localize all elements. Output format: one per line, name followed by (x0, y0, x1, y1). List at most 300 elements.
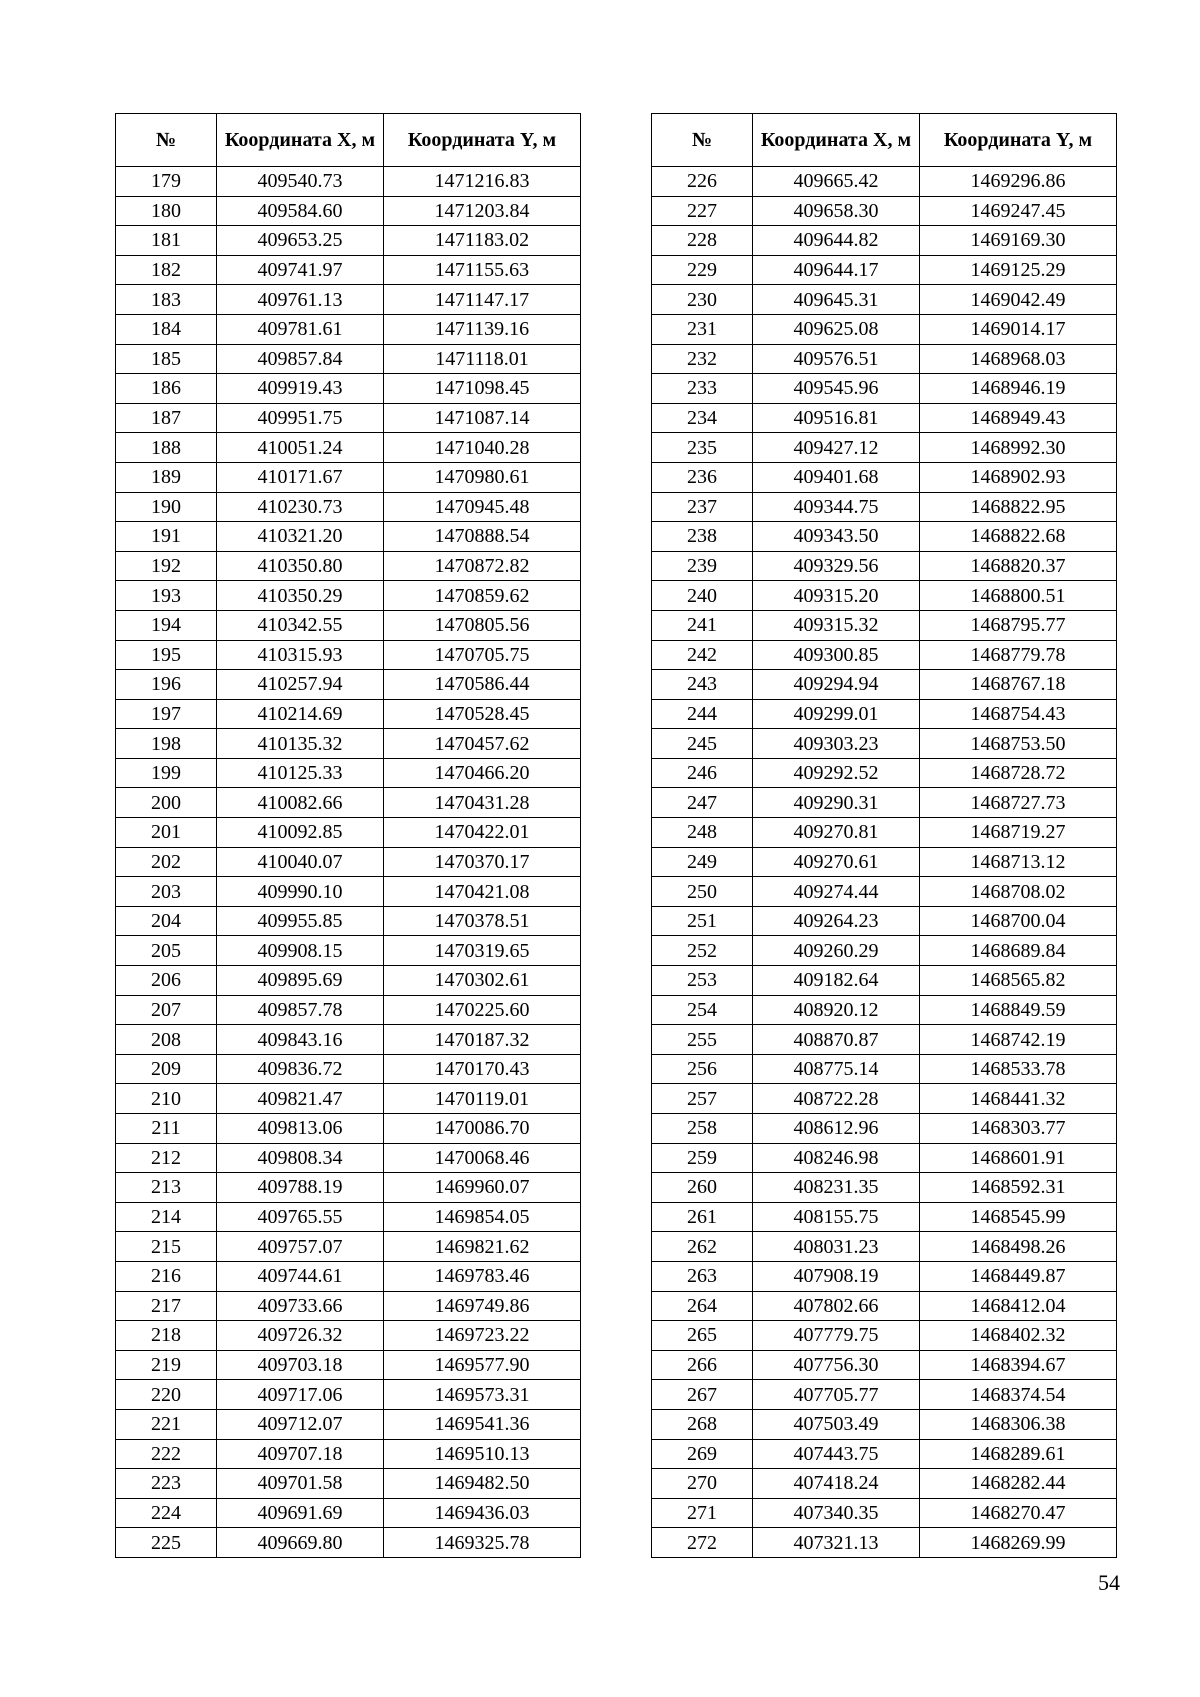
column-header-number: № (652, 114, 753, 167)
cell-coordinate-x: 408775.14 (753, 1054, 920, 1084)
table-row (116, 522, 581, 552)
cell-point-number: 179 (116, 167, 217, 197)
cell-coordinate-x: 410092.85 (217, 818, 384, 848)
cell-coordinate-y: 1468282.44 (920, 1469, 1117, 1499)
table-row (116, 1528, 581, 1558)
cell-point-number: 243 (652, 670, 753, 700)
table-row (652, 936, 1117, 966)
cell-coordinate-x: 409343.50 (753, 522, 920, 552)
table-row (652, 1321, 1117, 1351)
cell-coordinate-y: 1470859.62 (384, 581, 581, 611)
cell-coordinate-x: 409665.42 (753, 167, 920, 197)
column-header-number: № (116, 114, 217, 167)
cell-point-number: 245 (652, 729, 753, 759)
cell-coordinate-x: 407756.30 (753, 1350, 920, 1380)
table-row (116, 1232, 581, 1262)
cell-point-number: 211 (116, 1114, 217, 1144)
table-row (652, 758, 1117, 788)
table-body-left (116, 167, 581, 1558)
cell-coordinate-y: 1469296.86 (920, 167, 1117, 197)
table-row (116, 255, 581, 285)
cell-coordinate-y: 1471216.83 (384, 167, 581, 197)
cell-coordinate-x: 408722.28 (753, 1084, 920, 1114)
table-row (652, 1173, 1117, 1203)
cell-coordinate-x: 408920.12 (753, 995, 920, 1025)
cell-coordinate-y: 1468269.99 (920, 1528, 1117, 1558)
cell-point-number: 182 (116, 255, 217, 285)
cell-coordinate-y: 1468533.78 (920, 1054, 1117, 1084)
cell-coordinate-y: 1470086.70 (384, 1114, 581, 1144)
cell-point-number: 238 (652, 522, 753, 552)
cell-coordinate-y: 1468689.84 (920, 936, 1117, 966)
cell-coordinate-x: 409691.69 (217, 1498, 384, 1528)
cell-coordinate-y: 1468727.73 (920, 788, 1117, 818)
cell-coordinate-y: 1469014.17 (920, 314, 1117, 344)
cell-coordinate-y: 1468754.43 (920, 699, 1117, 729)
cell-point-number: 257 (652, 1084, 753, 1114)
table-row (116, 729, 581, 759)
table-row (116, 226, 581, 256)
cell-coordinate-y: 1471040.28 (384, 433, 581, 463)
cell-coordinate-y: 1470225.60 (384, 995, 581, 1025)
cell-point-number: 234 (652, 403, 753, 433)
cell-coordinate-x: 408231.35 (753, 1173, 920, 1203)
cell-coordinate-x: 410040.07 (217, 847, 384, 877)
cell-coordinate-x: 409990.10 (217, 877, 384, 907)
cell-coordinate-y: 1469125.29 (920, 255, 1117, 285)
cell-point-number: 230 (652, 285, 753, 315)
cell-point-number: 201 (116, 818, 217, 848)
cell-point-number: 226 (652, 167, 753, 197)
table-row (652, 610, 1117, 640)
cell-coordinate-x: 409290.31 (753, 788, 920, 818)
table-row (116, 1202, 581, 1232)
cell-coordinate-x: 408031.23 (753, 1232, 920, 1262)
table-row (116, 847, 581, 877)
table-row (652, 995, 1117, 1025)
cell-coordinate-x: 409821.47 (217, 1084, 384, 1114)
cell-point-number: 239 (652, 551, 753, 581)
table-row (652, 433, 1117, 463)
cell-coordinate-y: 1470378.51 (384, 906, 581, 936)
cell-point-number: 205 (116, 936, 217, 966)
table-row (652, 255, 1117, 285)
table-row (652, 581, 1117, 611)
cell-point-number: 241 (652, 610, 753, 640)
cell-coordinate-x: 409653.25 (217, 226, 384, 256)
cell-coordinate-x: 410257.94 (217, 670, 384, 700)
cell-point-number: 262 (652, 1232, 753, 1262)
cell-coordinate-y: 1470170.43 (384, 1054, 581, 1084)
cell-coordinate-y: 1468374.54 (920, 1380, 1117, 1410)
cell-point-number: 254 (652, 995, 753, 1025)
cell-point-number: 180 (116, 196, 217, 226)
cell-coordinate-y: 1468713.12 (920, 847, 1117, 877)
table-row (652, 1054, 1117, 1084)
table-row (652, 1469, 1117, 1499)
cell-point-number: 227 (652, 196, 753, 226)
table-row (116, 1025, 581, 1055)
cell-point-number: 207 (116, 995, 217, 1025)
table-row (116, 640, 581, 670)
cell-point-number: 264 (652, 1291, 753, 1321)
cell-coordinate-y: 1468498.26 (920, 1232, 1117, 1262)
cell-coordinate-x: 407705.77 (753, 1380, 920, 1410)
cell-coordinate-y: 1468412.04 (920, 1291, 1117, 1321)
cell-coordinate-x: 409741.97 (217, 255, 384, 285)
cell-coordinate-y: 1468779.78 (920, 640, 1117, 670)
cell-coordinate-y: 1469169.30 (920, 226, 1117, 256)
cell-coordinate-x: 409344.75 (753, 492, 920, 522)
cell-point-number: 204 (116, 906, 217, 936)
cell-coordinate-x: 409703.18 (217, 1350, 384, 1380)
cell-coordinate-x: 409545.96 (753, 374, 920, 404)
cell-point-number: 190 (116, 492, 217, 522)
cell-coordinate-y: 1469482.50 (384, 1469, 581, 1499)
table-row (652, 1380, 1117, 1410)
cell-point-number: 267 (652, 1380, 753, 1410)
table-row (116, 1380, 581, 1410)
cell-point-number: 271 (652, 1498, 753, 1528)
cell-coordinate-y: 1470187.32 (384, 1025, 581, 1055)
cell-coordinate-x: 409733.66 (217, 1291, 384, 1321)
table-row (652, 167, 1117, 197)
cell-point-number: 196 (116, 670, 217, 700)
table-row (116, 966, 581, 996)
table-row (116, 758, 581, 788)
table-row (116, 1291, 581, 1321)
cell-coordinate-y: 1468728.72 (920, 758, 1117, 788)
cell-point-number: 198 (116, 729, 217, 759)
coordinates-table-left (115, 113, 581, 1558)
cell-coordinate-y: 1468800.51 (920, 581, 1117, 611)
cell-coordinate-x: 409808.34 (217, 1143, 384, 1173)
cell-coordinate-x: 409644.17 (753, 255, 920, 285)
cell-coordinate-y: 1469749.86 (384, 1291, 581, 1321)
cell-point-number: 184 (116, 314, 217, 344)
table-row (652, 966, 1117, 996)
cell-point-number: 265 (652, 1321, 753, 1351)
table-row (116, 995, 581, 1025)
cell-point-number: 194 (116, 610, 217, 640)
cell-point-number: 181 (116, 226, 217, 256)
table-row (116, 462, 581, 492)
cell-point-number: 231 (652, 314, 753, 344)
cell-point-number: 208 (116, 1025, 217, 1055)
table-row (116, 670, 581, 700)
cell-point-number: 221 (116, 1409, 217, 1439)
table-row (652, 1291, 1117, 1321)
cell-point-number: 224 (116, 1498, 217, 1528)
cell-coordinate-y: 1468270.47 (920, 1498, 1117, 1528)
table-row (116, 1439, 581, 1469)
cell-point-number: 260 (652, 1173, 753, 1203)
table-row (652, 906, 1117, 936)
table-row (116, 1321, 581, 1351)
cell-coordinate-x: 409707.18 (217, 1439, 384, 1469)
cell-point-number: 195 (116, 640, 217, 670)
cell-point-number: 203 (116, 877, 217, 907)
cell-point-number: 213 (116, 1173, 217, 1203)
cell-coordinate-x: 410214.69 (217, 699, 384, 729)
table-row (116, 1498, 581, 1528)
table-row (652, 1409, 1117, 1439)
cell-coordinate-y: 1468820.37 (920, 551, 1117, 581)
cell-coordinate-x: 409857.84 (217, 344, 384, 374)
cell-coordinate-x: 410315.93 (217, 640, 384, 670)
cell-coordinate-y: 1468303.77 (920, 1114, 1117, 1144)
cell-coordinate-x: 409895.69 (217, 966, 384, 996)
table-row (116, 314, 581, 344)
cell-coordinate-y: 1469573.31 (384, 1380, 581, 1410)
table-row (116, 1054, 581, 1084)
cell-coordinate-x: 409182.64 (753, 966, 920, 996)
cell-coordinate-x: 407443.75 (753, 1439, 920, 1469)
cell-coordinate-x: 409625.08 (753, 314, 920, 344)
column-header-x: Координата Х, м (753, 114, 920, 167)
cell-coordinate-x: 409717.06 (217, 1380, 384, 1410)
table-row (116, 1350, 581, 1380)
table-row (116, 877, 581, 907)
table-row (652, 522, 1117, 552)
table-row (116, 344, 581, 374)
cell-point-number: 240 (652, 581, 753, 611)
cell-point-number: 263 (652, 1261, 753, 1291)
cell-coordinate-x: 407503.49 (753, 1409, 920, 1439)
cell-coordinate-x: 407802.66 (753, 1291, 920, 1321)
table-row (652, 226, 1117, 256)
cell-coordinate-y: 1469577.90 (384, 1350, 581, 1380)
cell-coordinate-x: 409516.81 (753, 403, 920, 433)
cell-coordinate-x: 409315.32 (753, 610, 920, 640)
cell-coordinate-x: 410125.33 (217, 758, 384, 788)
cell-point-number: 250 (652, 877, 753, 907)
table-row (116, 1143, 581, 1173)
cell-coordinate-y: 1469960.07 (384, 1173, 581, 1203)
cell-point-number: 270 (652, 1469, 753, 1499)
cell-coordinate-x: 410321.20 (217, 522, 384, 552)
table-row (652, 462, 1117, 492)
cell-coordinate-y: 1469325.78 (384, 1528, 581, 1558)
table-row (652, 403, 1117, 433)
cell-coordinate-y: 1470119.01 (384, 1084, 581, 1114)
cell-coordinate-y: 1470421.08 (384, 877, 581, 907)
cell-point-number: 236 (652, 462, 753, 492)
cell-coordinate-y: 1471098.45 (384, 374, 581, 404)
cell-point-number: 228 (652, 226, 753, 256)
cell-coordinate-x: 408612.96 (753, 1114, 920, 1144)
cell-coordinate-y: 1468946.19 (920, 374, 1117, 404)
cell-coordinate-x: 409813.06 (217, 1114, 384, 1144)
table-row (116, 788, 581, 818)
cell-coordinate-x: 409576.51 (753, 344, 920, 374)
cell-coordinate-x: 410135.32 (217, 729, 384, 759)
table-row (652, 1439, 1117, 1469)
coordinates-table-right (651, 113, 1117, 1558)
cell-coordinate-y: 1468402.32 (920, 1321, 1117, 1351)
cell-coordinate-y: 1470302.61 (384, 966, 581, 996)
cell-coordinate-y: 1470319.65 (384, 936, 581, 966)
cell-coordinate-y: 1468949.43 (920, 403, 1117, 433)
cell-coordinate-x: 410350.80 (217, 551, 384, 581)
table-row (652, 1232, 1117, 1262)
table-row (116, 818, 581, 848)
cell-coordinate-x: 409788.19 (217, 1173, 384, 1203)
cell-coordinate-x: 409270.81 (753, 818, 920, 848)
table-row (652, 344, 1117, 374)
cell-point-number: 197 (116, 699, 217, 729)
table-row (652, 1143, 1117, 1173)
cell-coordinate-y: 1468822.68 (920, 522, 1117, 552)
table-row (652, 1498, 1117, 1528)
cell-point-number: 200 (116, 788, 217, 818)
cell-coordinate-y: 1468449.87 (920, 1261, 1117, 1291)
cell-point-number: 229 (652, 255, 753, 285)
cell-coordinate-x: 409315.20 (753, 581, 920, 611)
table-row (652, 877, 1117, 907)
cell-point-number: 219 (116, 1350, 217, 1380)
cell-coordinate-x: 409761.13 (217, 285, 384, 315)
cell-point-number: 199 (116, 758, 217, 788)
cell-point-number: 255 (652, 1025, 753, 1055)
table-row (116, 936, 581, 966)
cell-coordinate-y: 1470422.01 (384, 818, 581, 848)
cell-coordinate-y: 1469510.13 (384, 1439, 581, 1469)
cell-coordinate-y: 1468708.02 (920, 877, 1117, 907)
table-row (652, 1084, 1117, 1114)
table-row (116, 699, 581, 729)
cell-coordinate-x: 409744.61 (217, 1261, 384, 1291)
cell-point-number: 218 (116, 1321, 217, 1351)
cell-point-number: 242 (652, 640, 753, 670)
cell-coordinate-y: 1468992.30 (920, 433, 1117, 463)
cell-coordinate-x: 409644.82 (753, 226, 920, 256)
cell-point-number: 186 (116, 374, 217, 404)
cell-point-number: 269 (652, 1439, 753, 1469)
cell-coordinate-x: 409712.07 (217, 1409, 384, 1439)
cell-point-number: 237 (652, 492, 753, 522)
cell-coordinate-y: 1471139.16 (384, 314, 581, 344)
table-row (116, 433, 581, 463)
table-row (652, 1114, 1117, 1144)
table-row (652, 285, 1117, 315)
cell-coordinate-y: 1468592.31 (920, 1173, 1117, 1203)
cell-point-number: 185 (116, 344, 217, 374)
cell-point-number: 251 (652, 906, 753, 936)
cell-coordinate-y: 1468968.03 (920, 344, 1117, 374)
cell-coordinate-x: 408155.75 (753, 1202, 920, 1232)
table-row (652, 699, 1117, 729)
cell-coordinate-x: 409303.23 (753, 729, 920, 759)
cell-coordinate-y: 1468902.93 (920, 462, 1117, 492)
cell-coordinate-y: 1470888.54 (384, 522, 581, 552)
cell-point-number: 212 (116, 1143, 217, 1173)
cell-point-number: 206 (116, 966, 217, 996)
cell-coordinate-y: 1468565.82 (920, 966, 1117, 996)
table-row (116, 492, 581, 522)
cell-coordinate-y: 1469247.45 (920, 196, 1117, 226)
cell-coordinate-y: 1469783.46 (384, 1261, 581, 1291)
column-header-y: Координата Y, м (920, 114, 1117, 167)
cell-coordinate-x: 409260.29 (753, 936, 920, 966)
cell-point-number: 217 (116, 1291, 217, 1321)
cell-coordinate-x: 409757.07 (217, 1232, 384, 1262)
table-row (116, 581, 581, 611)
cell-coordinate-x: 409701.58 (217, 1469, 384, 1499)
table-row (652, 788, 1117, 818)
table-row (116, 1114, 581, 1144)
cell-point-number: 233 (652, 374, 753, 404)
cell-coordinate-x: 409919.43 (217, 374, 384, 404)
cell-coordinate-x: 409908.15 (217, 936, 384, 966)
cell-point-number: 223 (116, 1469, 217, 1499)
cell-coordinate-y: 1470370.17 (384, 847, 581, 877)
cell-point-number: 253 (652, 966, 753, 996)
cell-coordinate-y: 1468719.27 (920, 818, 1117, 848)
cell-coordinate-x: 409329.56 (753, 551, 920, 581)
cell-coordinate-x: 410230.73 (217, 492, 384, 522)
table-row (652, 196, 1117, 226)
table-row (652, 729, 1117, 759)
cell-point-number: 193 (116, 581, 217, 611)
column-header-y: Координата Y, м (384, 114, 581, 167)
cell-coordinate-x: 409658.30 (753, 196, 920, 226)
cell-coordinate-y: 1468394.67 (920, 1350, 1117, 1380)
cell-point-number: 189 (116, 462, 217, 492)
cell-coordinate-y: 1469723.22 (384, 1321, 581, 1351)
table-row (116, 403, 581, 433)
table-row (116, 1084, 581, 1114)
cell-coordinate-x: 410051.24 (217, 433, 384, 463)
cell-coordinate-y: 1470705.75 (384, 640, 581, 670)
cell-coordinate-x: 407321.13 (753, 1528, 920, 1558)
cell-point-number: 225 (116, 1528, 217, 1558)
table-row (652, 551, 1117, 581)
cell-point-number: 258 (652, 1114, 753, 1144)
cell-coordinate-y: 1468545.99 (920, 1202, 1117, 1232)
table-row (652, 1202, 1117, 1232)
table-row (116, 1409, 581, 1439)
table-header-row (652, 114, 1117, 167)
cell-point-number: 249 (652, 847, 753, 877)
cell-point-number: 216 (116, 1261, 217, 1291)
cell-coordinate-x: 409300.85 (753, 640, 920, 670)
cell-coordinate-x: 409584.60 (217, 196, 384, 226)
table-row (652, 1528, 1117, 1558)
cell-coordinate-x: 409274.44 (753, 877, 920, 907)
cell-coordinate-x: 409401.68 (753, 462, 920, 492)
cell-coordinate-x: 409299.01 (753, 699, 920, 729)
cell-coordinate-y: 1471183.02 (384, 226, 581, 256)
page-number: 54 (1098, 1570, 1120, 1595)
cell-coordinate-y: 1469042.49 (920, 285, 1117, 315)
cell-coordinate-y: 1471118.01 (384, 344, 581, 374)
table-row (652, 1261, 1117, 1291)
cell-coordinate-y: 1468849.59 (920, 995, 1117, 1025)
cell-coordinate-x: 409955.85 (217, 906, 384, 936)
table-row (116, 1261, 581, 1291)
cell-coordinate-y: 1468795.77 (920, 610, 1117, 640)
cell-coordinate-y: 1468742.19 (920, 1025, 1117, 1055)
cell-coordinate-y: 1470980.61 (384, 462, 581, 492)
table-body-right (652, 167, 1117, 1558)
table-row (652, 314, 1117, 344)
cell-coordinate-y: 1471087.14 (384, 403, 581, 433)
table-row (116, 610, 581, 640)
cell-point-number: 215 (116, 1232, 217, 1262)
table-row (652, 1350, 1117, 1380)
cell-coordinate-x: 409294.94 (753, 670, 920, 700)
